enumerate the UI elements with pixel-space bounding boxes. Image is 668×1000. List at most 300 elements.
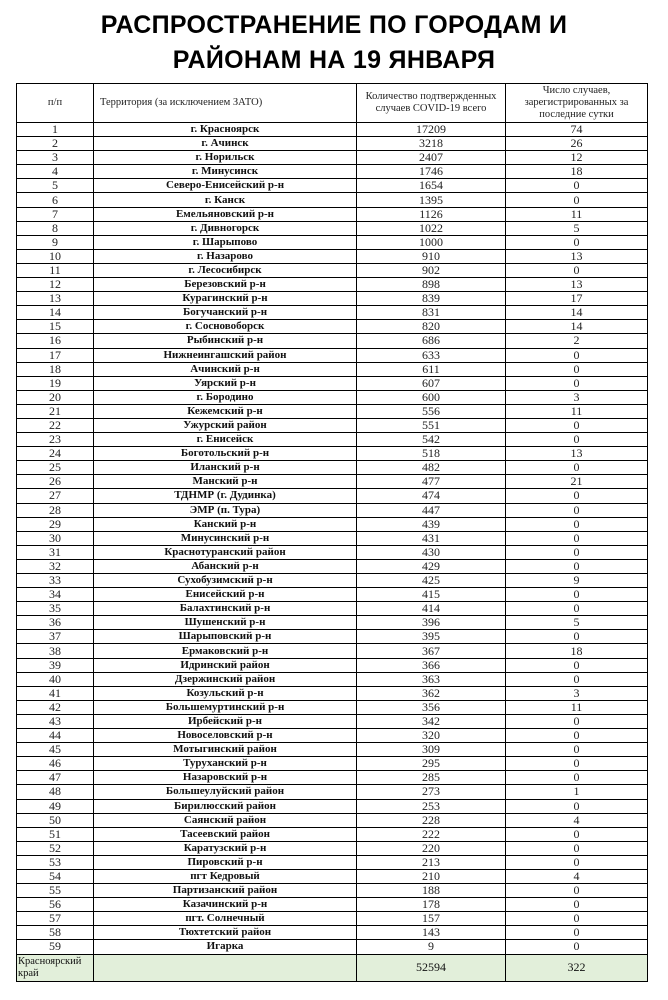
row-territory: Большеулуйский район (94, 785, 357, 799)
table-row (17, 743, 648, 757)
table-row (17, 714, 648, 728)
row-new-cases: 0 (506, 559, 648, 573)
table-row (17, 404, 648, 418)
row-territory: Северо-Енисейский р-н (94, 179, 357, 193)
row-new-cases: 14 (506, 306, 648, 320)
table-row (17, 588, 648, 602)
row-index: 25 (17, 461, 94, 475)
row-index: 46 (17, 757, 94, 771)
table-row (17, 292, 648, 306)
row-territory: г. Канск (94, 193, 357, 207)
row-total-cases: 542 (357, 433, 506, 447)
row-total-cases: 366 (357, 658, 506, 672)
table-row (17, 249, 648, 263)
row-new-cases: 0 (506, 855, 648, 869)
row-territory: Большемуртинский р-н (94, 700, 357, 714)
row-territory: Канский р-н (94, 517, 357, 531)
row-index: 2 (17, 137, 94, 151)
header-total-cases: Количество подтвержденных случаев COVID-19 всего (357, 84, 506, 123)
row-index: 24 (17, 447, 94, 461)
row-total-cases: 143 (357, 926, 506, 940)
row-total-cases: 910 (357, 249, 506, 263)
row-new-cases: 0 (506, 362, 648, 376)
row-index: 56 (17, 898, 94, 912)
row-territory: Казачинский р-н (94, 898, 357, 912)
row-index: 42 (17, 700, 94, 714)
table-row (17, 503, 648, 517)
table-body (17, 123, 648, 982)
row-new-cases: 0 (506, 461, 648, 475)
row-total-cases: 1395 (357, 193, 506, 207)
row-total-cases: 9 (357, 940, 506, 954)
header-territory: Территория (за исключением ЗАТО) (94, 84, 357, 123)
row-new-cases: 0 (506, 348, 648, 362)
row-territory: Боготольский р-н (94, 447, 357, 461)
row-index: 16 (17, 334, 94, 348)
row-total-cases: 178 (357, 898, 506, 912)
row-index: 23 (17, 433, 94, 447)
row-new-cases: 5 (506, 616, 648, 630)
table-row (17, 207, 648, 221)
row-total-cases: 611 (357, 362, 506, 376)
table-row (17, 813, 648, 827)
table-row (17, 729, 648, 743)
row-new-cases: 0 (506, 940, 648, 954)
row-index: 22 (17, 418, 94, 432)
row-territory: Партизанский район (94, 884, 357, 898)
table-row (17, 475, 648, 489)
row-new-cases: 0 (506, 545, 648, 559)
row-new-cases: 0 (506, 672, 648, 686)
row-territory: Богучанский р-н (94, 306, 357, 320)
row-total-cases: 686 (357, 334, 506, 348)
row-new-cases: 11 (506, 700, 648, 714)
row-total-cases: 285 (357, 771, 506, 785)
row-territory: Сухобузимский р-н (94, 574, 357, 588)
row-index: 39 (17, 658, 94, 672)
row-territory: Тюхтетский район (94, 926, 357, 940)
row-new-cases: 0 (506, 841, 648, 855)
row-new-cases: 26 (506, 137, 648, 151)
row-total-cases: 157 (357, 912, 506, 926)
row-index: 41 (17, 686, 94, 700)
row-new-cases: 0 (506, 235, 648, 249)
row-territory: г. Назарово (94, 249, 357, 263)
table-row (17, 827, 648, 841)
row-territory: Нижнеингашский район (94, 348, 357, 362)
row-index: 44 (17, 729, 94, 743)
table-row (17, 235, 648, 249)
row-index: 9 (17, 235, 94, 249)
table-row (17, 306, 648, 320)
row-total-cases: 607 (357, 376, 506, 390)
row-new-cases: 0 (506, 179, 648, 193)
row-index: 47 (17, 771, 94, 785)
table-row (17, 489, 648, 503)
row-total-cases: 1126 (357, 207, 506, 221)
row-new-cases: 3 (506, 686, 648, 700)
row-territory: Дзержинский район (94, 672, 357, 686)
table-row (17, 137, 648, 151)
table-row (17, 390, 648, 404)
total-row (17, 954, 648, 981)
table-row (17, 574, 648, 588)
row-new-cases: 3 (506, 390, 648, 404)
row-total-cases: 633 (357, 348, 506, 362)
row-index: 18 (17, 362, 94, 376)
row-total-cases: 820 (357, 320, 506, 334)
row-territory: Идринский район (94, 658, 357, 672)
row-total-cases: 839 (357, 292, 506, 306)
row-territory: Иланский р-н (94, 461, 357, 475)
table-row (17, 179, 648, 193)
row-territory: г. Лесосибирск (94, 263, 357, 277)
row-new-cases: 0 (506, 531, 648, 545)
row-total-cases: 415 (357, 588, 506, 602)
row-territory: Игарка (94, 940, 357, 954)
table-row (17, 221, 648, 235)
row-new-cases: 0 (506, 884, 648, 898)
row-index: 57 (17, 912, 94, 926)
row-new-cases: 0 (506, 503, 648, 517)
table-row (17, 884, 648, 898)
table-row (17, 602, 648, 616)
row-new-cases: 13 (506, 278, 648, 292)
row-index: 11 (17, 263, 94, 277)
table-row (17, 672, 648, 686)
row-territory: Ирбейский р-н (94, 714, 357, 728)
row-territory: Саянский район (94, 813, 357, 827)
row-index: 12 (17, 278, 94, 292)
row-new-cases: 4 (506, 869, 648, 883)
table-row (17, 799, 648, 813)
table-row (17, 644, 648, 658)
row-total-cases: 273 (357, 785, 506, 799)
row-total-cases: 320 (357, 729, 506, 743)
row-total-cases: 295 (357, 757, 506, 771)
row-new-cases: 0 (506, 898, 648, 912)
table-header-row (17, 84, 648, 123)
row-territory: Балахтинский р-н (94, 602, 357, 616)
row-index: 35 (17, 602, 94, 616)
table-row (17, 785, 648, 799)
row-new-cases: 0 (506, 263, 648, 277)
row-territory: г. Дивногорск (94, 221, 357, 235)
row-territory: Новоселовский р-н (94, 729, 357, 743)
table-row (17, 869, 648, 883)
table-row (17, 461, 648, 475)
row-index: 6 (17, 193, 94, 207)
row-new-cases: 0 (506, 193, 648, 207)
row-territory: Ужурский район (94, 418, 357, 432)
row-territory: Уярский р-н (94, 376, 357, 390)
table-row (17, 926, 648, 940)
row-territory: Мотыгинский район (94, 743, 357, 757)
row-total-cases: 439 (357, 517, 506, 531)
table-row (17, 559, 648, 573)
row-total-cases: 831 (357, 306, 506, 320)
row-index: 58 (17, 926, 94, 940)
row-territory: Назаровский р-н (94, 771, 357, 785)
row-new-cases: 74 (506, 123, 648, 137)
table-row (17, 855, 648, 869)
row-territory: Березовский р-н (94, 278, 357, 292)
row-new-cases: 0 (506, 714, 648, 728)
row-index: 17 (17, 348, 94, 362)
row-index: 45 (17, 743, 94, 757)
row-index: 29 (17, 517, 94, 531)
row-territory: г. Енисейск (94, 433, 357, 447)
row-total-cases: 395 (357, 630, 506, 644)
row-new-cases: 18 (506, 644, 648, 658)
table-row (17, 898, 648, 912)
row-territory: Ермаковский р-н (94, 644, 357, 658)
row-total-cases: 2407 (357, 151, 506, 165)
row-index: 21 (17, 404, 94, 418)
row-territory: г. Минусинск (94, 165, 357, 179)
row-index: 55 (17, 884, 94, 898)
row-territory: Шарыповский р-н (94, 630, 357, 644)
table-row (17, 433, 648, 447)
row-index: 27 (17, 489, 94, 503)
row-territory: Абанский р-н (94, 559, 357, 573)
row-new-cases: 11 (506, 207, 648, 221)
row-total-cases: 356 (357, 700, 506, 714)
table-row (17, 320, 648, 334)
header-new-cases: Число случаев, зарегистрированных за последние сутки (506, 84, 648, 123)
row-total-cases: 1654 (357, 179, 506, 193)
row-total-cases: 363 (357, 672, 506, 686)
row-total-cases: 220 (357, 841, 506, 855)
row-index: 40 (17, 672, 94, 686)
row-new-cases: 0 (506, 799, 648, 813)
row-index: 13 (17, 292, 94, 306)
page-title (0, 8, 668, 78)
row-territory: г. Красноярск (94, 123, 357, 137)
row-total-cases: 518 (357, 447, 506, 461)
row-territory: Шушенский р-н (94, 616, 357, 630)
row-total-cases: 1000 (357, 235, 506, 249)
table-row (17, 334, 648, 348)
row-index: 15 (17, 320, 94, 334)
row-territory: Курагинский р-н (94, 292, 357, 306)
table-row (17, 912, 648, 926)
row-total-cases: 425 (357, 574, 506, 588)
row-new-cases: 21 (506, 475, 648, 489)
row-new-cases: 0 (506, 517, 648, 531)
row-new-cases: 0 (506, 912, 648, 926)
row-total-cases: 902 (357, 263, 506, 277)
row-total-cases: 362 (357, 686, 506, 700)
row-territory: Кежемский р-н (94, 404, 357, 418)
row-index: 49 (17, 799, 94, 813)
table-row (17, 418, 648, 432)
table-row (17, 658, 648, 672)
row-new-cases: 0 (506, 926, 648, 940)
row-total-cases: 188 (357, 884, 506, 898)
row-new-cases: 13 (506, 249, 648, 263)
row-new-cases: 0 (506, 729, 648, 743)
row-total-cases: 213 (357, 855, 506, 869)
row-new-cases: 0 (506, 757, 648, 771)
row-index: 51 (17, 827, 94, 841)
row-total-cases: 309 (357, 743, 506, 757)
row-territory: Козульский р-н (94, 686, 357, 700)
row-total-cases: 556 (357, 404, 506, 418)
table-row (17, 517, 648, 531)
total-row-cases: 52594 (357, 954, 506, 981)
row-total-cases: 477 (357, 475, 506, 489)
row-index: 7 (17, 207, 94, 221)
covid-cases-table (16, 83, 648, 982)
table-row (17, 531, 648, 545)
row-new-cases: 4 (506, 813, 648, 827)
row-total-cases: 414 (357, 602, 506, 616)
table-row (17, 757, 648, 771)
row-territory: Краснотуранский район (94, 545, 357, 559)
row-index: 32 (17, 559, 94, 573)
row-territory: пгт Кедровый (94, 869, 357, 883)
row-index: 5 (17, 179, 94, 193)
row-total-cases: 600 (357, 390, 506, 404)
row-territory: г. Шарыпово (94, 235, 357, 249)
row-total-cases: 342 (357, 714, 506, 728)
row-new-cases: 0 (506, 418, 648, 432)
total-row-new: 322 (506, 954, 648, 981)
row-index: 53 (17, 855, 94, 869)
row-territory: г. Сосновоборск (94, 320, 357, 334)
row-territory: Каратузский р-н (94, 841, 357, 855)
row-territory: Енисейский р-н (94, 588, 357, 602)
row-index: 8 (17, 221, 94, 235)
row-territory: Бирилюсский район (94, 799, 357, 813)
row-territory: Минусинский р-н (94, 531, 357, 545)
row-territory: пгт. Солнечный (94, 912, 357, 926)
row-total-cases: 447 (357, 503, 506, 517)
table-row (17, 193, 648, 207)
row-index: 50 (17, 813, 94, 827)
row-new-cases: 0 (506, 433, 648, 447)
row-new-cases: 0 (506, 588, 648, 602)
row-total-cases: 396 (357, 616, 506, 630)
row-new-cases: 0 (506, 827, 648, 841)
row-index: 14 (17, 306, 94, 320)
row-territory: Емельяновский р-н (94, 207, 357, 221)
row-index: 20 (17, 390, 94, 404)
row-index: 37 (17, 630, 94, 644)
row-territory: г. Норильск (94, 151, 357, 165)
row-territory: г. Бородино (94, 390, 357, 404)
row-new-cases: 1 (506, 785, 648, 799)
row-index: 4 (17, 165, 94, 179)
row-index: 43 (17, 714, 94, 728)
row-index: 52 (17, 841, 94, 855)
table-row (17, 616, 648, 630)
row-index: 1 (17, 123, 94, 137)
row-total-cases: 429 (357, 559, 506, 573)
row-territory: Туруханский р-н (94, 757, 357, 771)
table-row (17, 151, 648, 165)
row-total-cases: 1022 (357, 221, 506, 235)
row-index: 54 (17, 869, 94, 883)
row-total-cases: 898 (357, 278, 506, 292)
table-row (17, 700, 648, 714)
row-index: 38 (17, 644, 94, 658)
row-total-cases: 210 (357, 869, 506, 883)
row-territory: Манский р-н (94, 475, 357, 489)
row-new-cases: 17 (506, 292, 648, 306)
row-new-cases: 0 (506, 743, 648, 757)
row-territory: г. Ачинск (94, 137, 357, 151)
header-index: п/п (17, 84, 94, 123)
row-index: 19 (17, 376, 94, 390)
row-new-cases: 0 (506, 630, 648, 644)
row-total-cases: 228 (357, 813, 506, 827)
row-total-cases: 17209 (357, 123, 506, 137)
row-new-cases: 0 (506, 658, 648, 672)
table-row (17, 165, 648, 179)
row-index: 33 (17, 574, 94, 588)
row-new-cases: 12 (506, 151, 648, 165)
row-total-cases: 431 (357, 531, 506, 545)
page-title-line-1: РАСПРОСТРАНЕНИЕ ПО ГОРОДАМ И (100, 11, 568, 39)
row-territory: Пировский р-н (94, 855, 357, 869)
row-index: 30 (17, 531, 94, 545)
row-new-cases: 5 (506, 221, 648, 235)
row-new-cases: 0 (506, 376, 648, 390)
total-row-name (94, 954, 357, 981)
row-territory: Рыбинский р-н (94, 334, 357, 348)
page-title-line-2: РАЙОНАМ НА 19 ЯНВАРЯ (172, 46, 496, 74)
row-total-cases: 1746 (357, 165, 506, 179)
row-total-cases: 474 (357, 489, 506, 503)
table-row (17, 940, 648, 954)
row-total-cases: 3218 (357, 137, 506, 151)
table-row (17, 348, 648, 362)
row-index: 34 (17, 588, 94, 602)
table-row (17, 447, 648, 461)
total-row-label: Красноярский край (17, 954, 94, 981)
row-total-cases: 551 (357, 418, 506, 432)
row-new-cases: 13 (506, 447, 648, 461)
row-new-cases: 2 (506, 334, 648, 348)
row-territory: ЭМР (п. Тура) (94, 503, 357, 517)
table-row (17, 376, 648, 390)
row-index: 28 (17, 503, 94, 517)
row-index: 26 (17, 475, 94, 489)
row-new-cases: 18 (506, 165, 648, 179)
table-row (17, 686, 648, 700)
row-territory: Ачинский р-н (94, 362, 357, 376)
row-total-cases: 222 (357, 827, 506, 841)
table-row (17, 841, 648, 855)
table-row (17, 362, 648, 376)
table-row (17, 123, 648, 137)
row-new-cases: 0 (506, 771, 648, 785)
row-total-cases: 430 (357, 545, 506, 559)
table-row (17, 630, 648, 644)
row-total-cases: 253 (357, 799, 506, 813)
row-index: 3 (17, 151, 94, 165)
row-index: 36 (17, 616, 94, 630)
row-index: 59 (17, 940, 94, 954)
table-row (17, 263, 648, 277)
row-index: 48 (17, 785, 94, 799)
row-new-cases: 11 (506, 404, 648, 418)
row-new-cases: 0 (506, 489, 648, 503)
row-total-cases: 367 (357, 644, 506, 658)
row-index: 31 (17, 545, 94, 559)
